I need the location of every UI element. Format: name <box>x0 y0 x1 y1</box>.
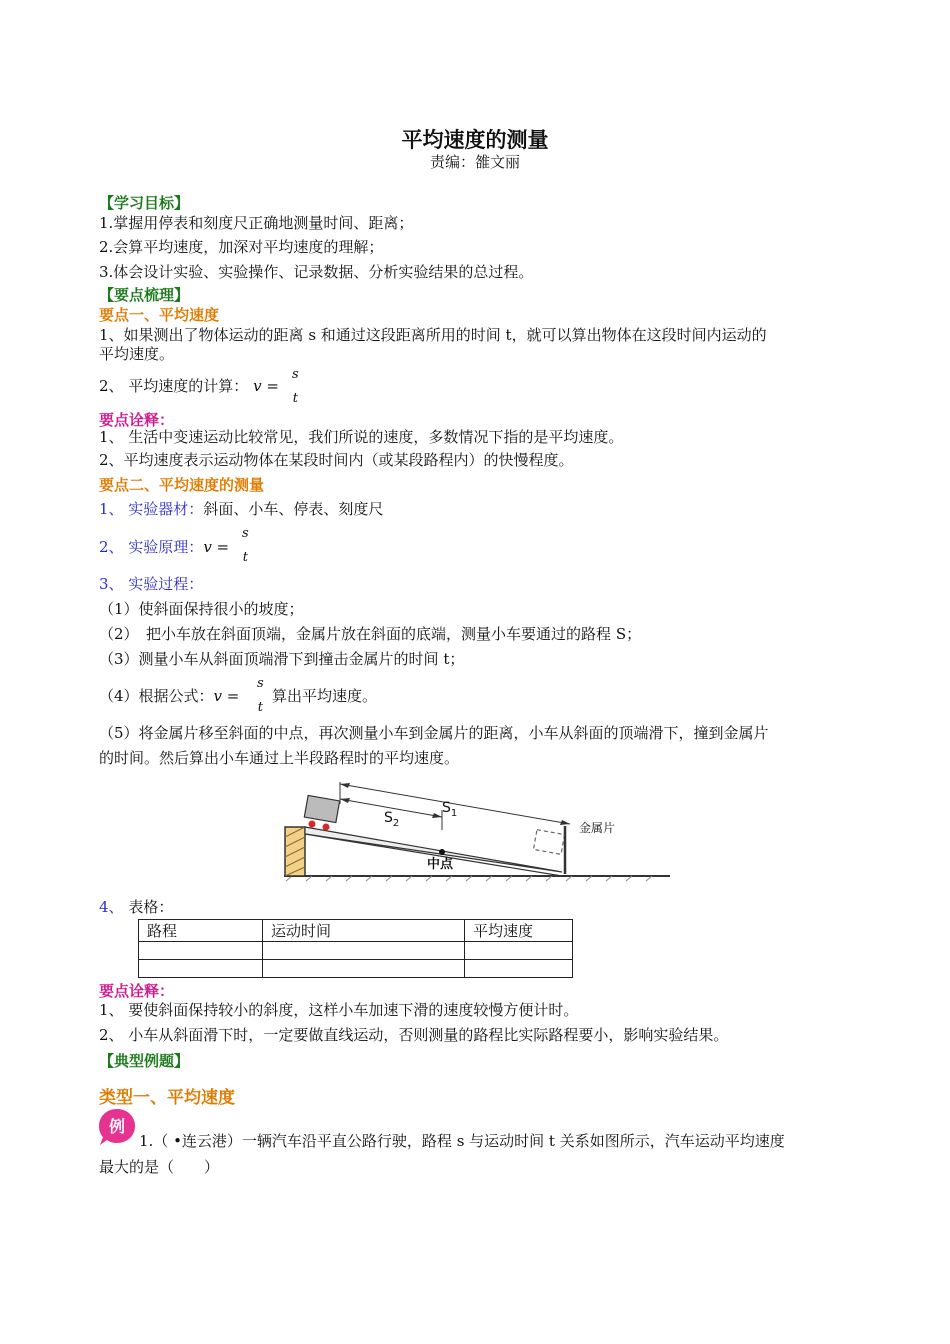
table-header: 运动时间 <box>263 920 465 942</box>
note-item: 2、 小车从斜面滑下时，一定要做直线运动，否则测量的路程比实际路程要小，影响实验结果。 <box>99 1026 729 1044</box>
s1-arrowhead <box>340 783 350 788</box>
goal-item: 1.掌握用停表和刻度尺正确地测量时间、距离； <box>99 214 414 232</box>
fraction-numerator: s <box>242 526 249 541</box>
principle-label: 2、 实验原理： <box>99 538 204 556</box>
table-cell <box>139 942 263 960</box>
table-cell <box>263 960 465 978</box>
goal-item: 2.会算平均速度，加深对平均速度的理解； <box>99 238 384 256</box>
table-label-line <box>99 897 173 917</box>
s1-arrowhead <box>560 820 570 825</box>
page-title: 平均速度的测量 <box>401 128 549 152</box>
fraction-denominator: t <box>257 700 263 715</box>
fraction-denominator: t <box>292 391 298 406</box>
note-item: 1、 要使斜面保持较小的斜度，这样小车加速下滑的速度较慢方便计时。 <box>99 1001 579 1019</box>
formula-fraction <box>290 368 301 406</box>
table-label-num: 4、 <box>99 898 124 916</box>
editor-line: 责编：雒文丽 <box>429 153 520 171</box>
fraction-denominator: t <box>242 550 248 565</box>
midpoint-dot <box>439 849 445 855</box>
fraction-numerator: s <box>257 676 264 691</box>
table-header: 路程 <box>139 920 263 942</box>
table-cell <box>139 960 263 978</box>
step-item <box>99 686 239 706</box>
formula-fraction <box>255 677 266 715</box>
point1-heading: 要点一、平均速度 <box>99 306 220 324</box>
formula-v: v = <box>213 687 240 705</box>
table-label: 表格： <box>128 898 174 916</box>
svg-text:例: 例 <box>108 1117 126 1136</box>
cart-wheel <box>323 824 330 831</box>
s2-label: $S_2$ <box>384 810 400 829</box>
formula-fraction <box>240 527 251 565</box>
examples-heading: 【典型例题】 <box>99 1052 190 1070</box>
formula-label: 2、 平均速度的计算： <box>99 377 249 395</box>
cart-body <box>304 795 339 822</box>
fraction-numerator: s <box>292 367 299 382</box>
point2-heading: 要点二、平均速度的测量 <box>99 476 265 494</box>
table-cell <box>465 942 573 960</box>
principle-line <box>99 537 229 557</box>
table-row <box>139 942 573 960</box>
formula-v: v = <box>253 377 279 395</box>
step-item: 的时间。然后算出小车通过上半段路程时的平均速度。 <box>99 749 460 767</box>
process-label: 3、 实验过程： <box>99 575 204 593</box>
goal-item: 3.体会设计实验、实验操作、记录数据、分析实验结果的总过程。 <box>99 263 534 281</box>
midpoint-label: 中点 <box>427 857 454 872</box>
table-row <box>139 960 573 978</box>
equipment-label: 1、 实验器材： <box>99 500 204 518</box>
table-header-row <box>139 920 573 942</box>
note-heading: 要点诠释： <box>99 411 175 429</box>
equipment-line <box>99 499 383 519</box>
equipment-value: 斜面、小车、停表、刻度尺 <box>203 500 384 518</box>
step4-label: （4）根据公式： <box>99 687 214 705</box>
record-table <box>138 919 573 978</box>
note-item: 2、平均速度表示运动物体在某段时间内（或某段路程内）的快慢程度。 <box>99 451 574 469</box>
paragraph: 1、如果测出了物体运动的距离 s 和通过这段距离所用的时间 t，就可以算出物体在这段时间内运动的 <box>99 326 767 344</box>
step-item: （3）测量小车从斜面顶端滑下到撞击金属片的时间 t； <box>99 650 465 668</box>
step-item: （2） 把小车放在斜面顶端，金属片放在斜面的底端，测量小车要通过的路程 S； <box>99 625 642 643</box>
type1-heading: 类型一、平均速度 <box>99 1088 235 1108</box>
paragraph: 平均速度。 <box>99 345 175 363</box>
example-question-cont: 最大的是（ ） <box>99 1158 220 1176</box>
formula-line <box>99 376 279 396</box>
example-question: 1.（ •连云港）一辆汽车沿平直公路行驶，路程 s 与运动时间 t 关系如图所示，汽车运动平均速度 <box>139 1132 785 1150</box>
s2-arrowhead <box>340 798 350 803</box>
step-item: （1）使斜面保持很小的坡度； <box>99 600 304 618</box>
cart-ghost <box>533 830 564 855</box>
table-cell <box>465 960 573 978</box>
note-item: 1、 生活中变速运动比较常见，我们所说的速度，多数情况下指的是平均速度。 <box>99 428 624 446</box>
s1-label: $S_1$ <box>442 800 458 819</box>
formula-v: v = <box>203 538 230 556</box>
table-header: 平均速度 <box>465 920 573 942</box>
step4-suffix: 算出平均速度。 <box>272 687 378 705</box>
note-heading: 要点诠释： <box>99 982 175 1000</box>
metal-label: 金属片 <box>579 821 616 835</box>
goals-heading: 【学习目标】 <box>99 194 190 212</box>
table-cell <box>263 942 465 960</box>
points-heading: 【要点梳理】 <box>99 286 190 304</box>
s2-arrowhead <box>432 813 442 818</box>
example-badge-icon <box>97 1107 137 1147</box>
incline-diagram <box>282 782 674 882</box>
cart-wheel <box>309 821 316 828</box>
step-item: （5）将金属片移至斜面的中点，再次测量小车到金属片的距离，小车从斜面的顶端滑下，撞到金属片 <box>99 724 769 742</box>
